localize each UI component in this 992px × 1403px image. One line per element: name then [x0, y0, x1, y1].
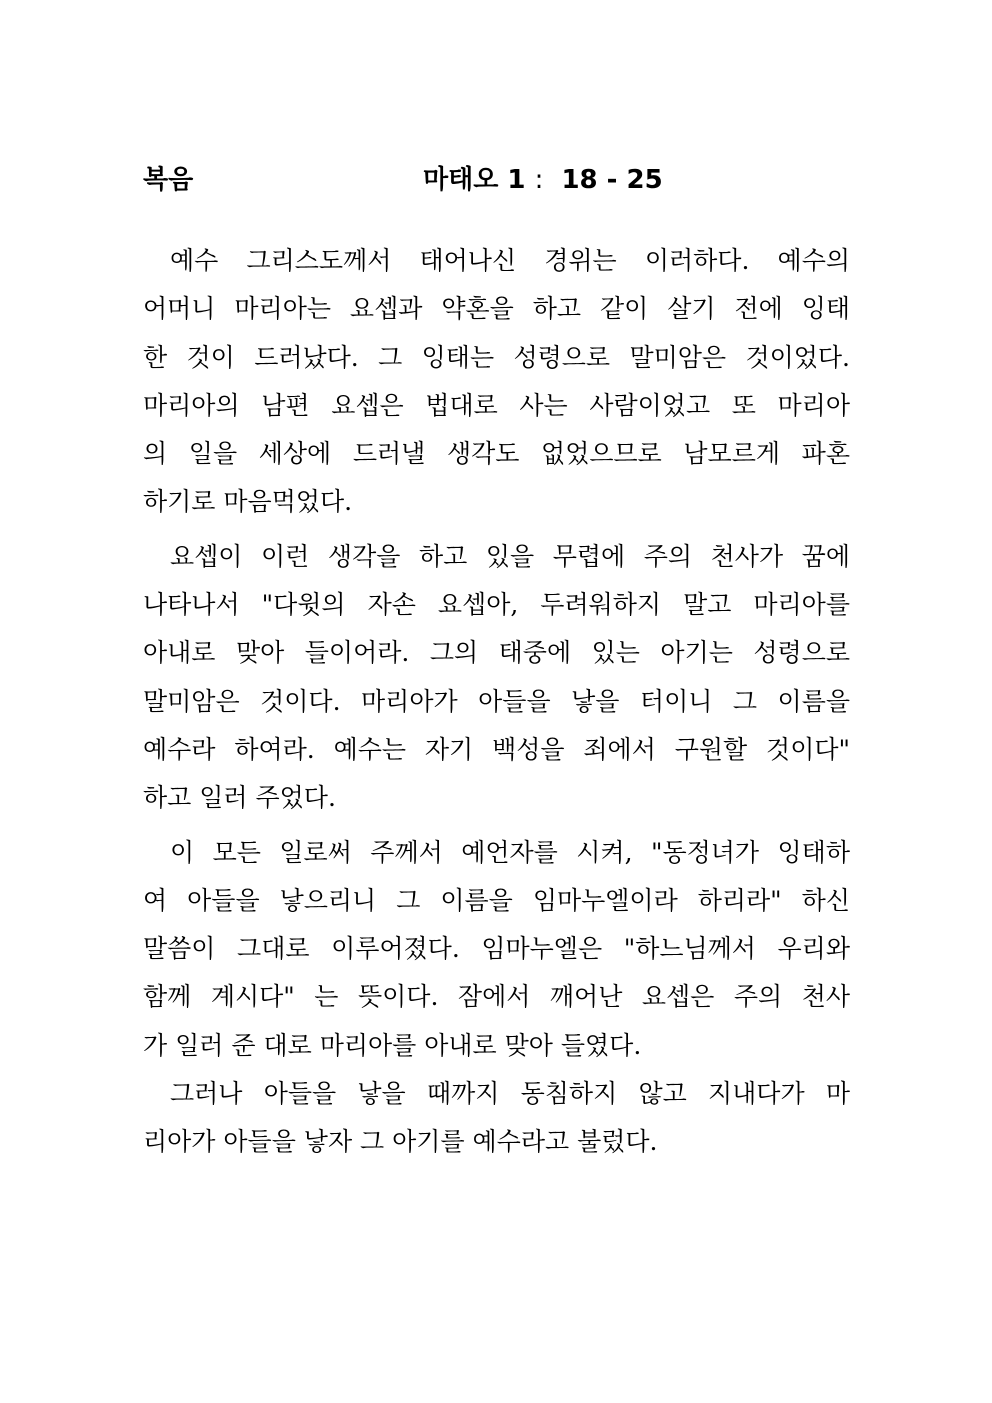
- text-line: 하기로 마음먹었다.: [143, 487, 353, 517]
- text-line: 나타나서 "다윗의 자손 요셉아, 두려워하지 말고 마리아를: [143, 590, 850, 620]
- text-line: 요셉이 이런 생각을 하고 있을 무렵에 주의 천사가 꿈에: [170, 541, 850, 571]
- text-line: 한 것이 드러났다. 그 잉태는 성령으로 말미암은 것이었다.: [143, 342, 850, 372]
- text-line: 말미암은 것이다. 마리아가 아들을 낳을 터이니 그 이름을: [143, 686, 850, 716]
- text-line: 가 일러 준 대로 마리아를 아내로 맞아 들였다.: [143, 1030, 642, 1060]
- chapter-number: 1: [507, 165, 526, 195]
- reading-body: [143, 237, 850, 1167]
- text-line: 함께 계시다" 는 뜻이다. 잠에서 깨어난 요셉은 주의 천사: [143, 982, 850, 1012]
- scripture-reference: [423, 160, 663, 200]
- chapter-verse-separator: :: [534, 165, 544, 195]
- verse-range: 18 - 25: [561, 165, 663, 195]
- text-line: 말씀이 그대로 이루어졌다. 임마누엘은 "하느님께서 우리와: [143, 934, 850, 964]
- text-line: 마리아의 남편 요셉은 법대로 사는 사람이었고 또 마리아: [143, 390, 850, 420]
- reading-heading: [143, 160, 863, 200]
- text-line: 의 일을 세상에 드러낼 생각도 없었으므로 남모르게 파혼: [143, 439, 850, 469]
- text-line: 예수라 하여라. 예수는 자기 백성을 죄에서 구원할 것이다": [143, 734, 850, 764]
- text-line: 예수 그리스도께서 태어나신 경위는 이러하다. 예수의: [170, 246, 850, 275]
- text-line: 아내로 맞아 들이어라. 그의 태중에 있는 아기는 성령으로: [143, 638, 850, 668]
- text-line: 여 아들을 낳으리니 그 이름을 임마누엘이라 하리라" 하신: [143, 885, 850, 915]
- text-line: 그러나 아들을 낳을 때까지 동침하지 않고 지내다가 마: [170, 1079, 850, 1109]
- heading-label: 복음: [143, 165, 194, 195]
- text-line: 어머니 마리아는 요셉과 약혼을 하고 같이 살기 전에 잉태: [143, 294, 850, 324]
- book-name: 마태오: [423, 165, 499, 195]
- text-line: 하고 일러 주었다.: [143, 783, 336, 813]
- text-line: 이 모든 일로써 주께서 예언자를 시켜, "동정녀가 잉태하: [170, 837, 850, 867]
- text-line: 리아가 아들을 낳자 그 아기를 예수라고 불렀다.: [143, 1127, 658, 1157]
